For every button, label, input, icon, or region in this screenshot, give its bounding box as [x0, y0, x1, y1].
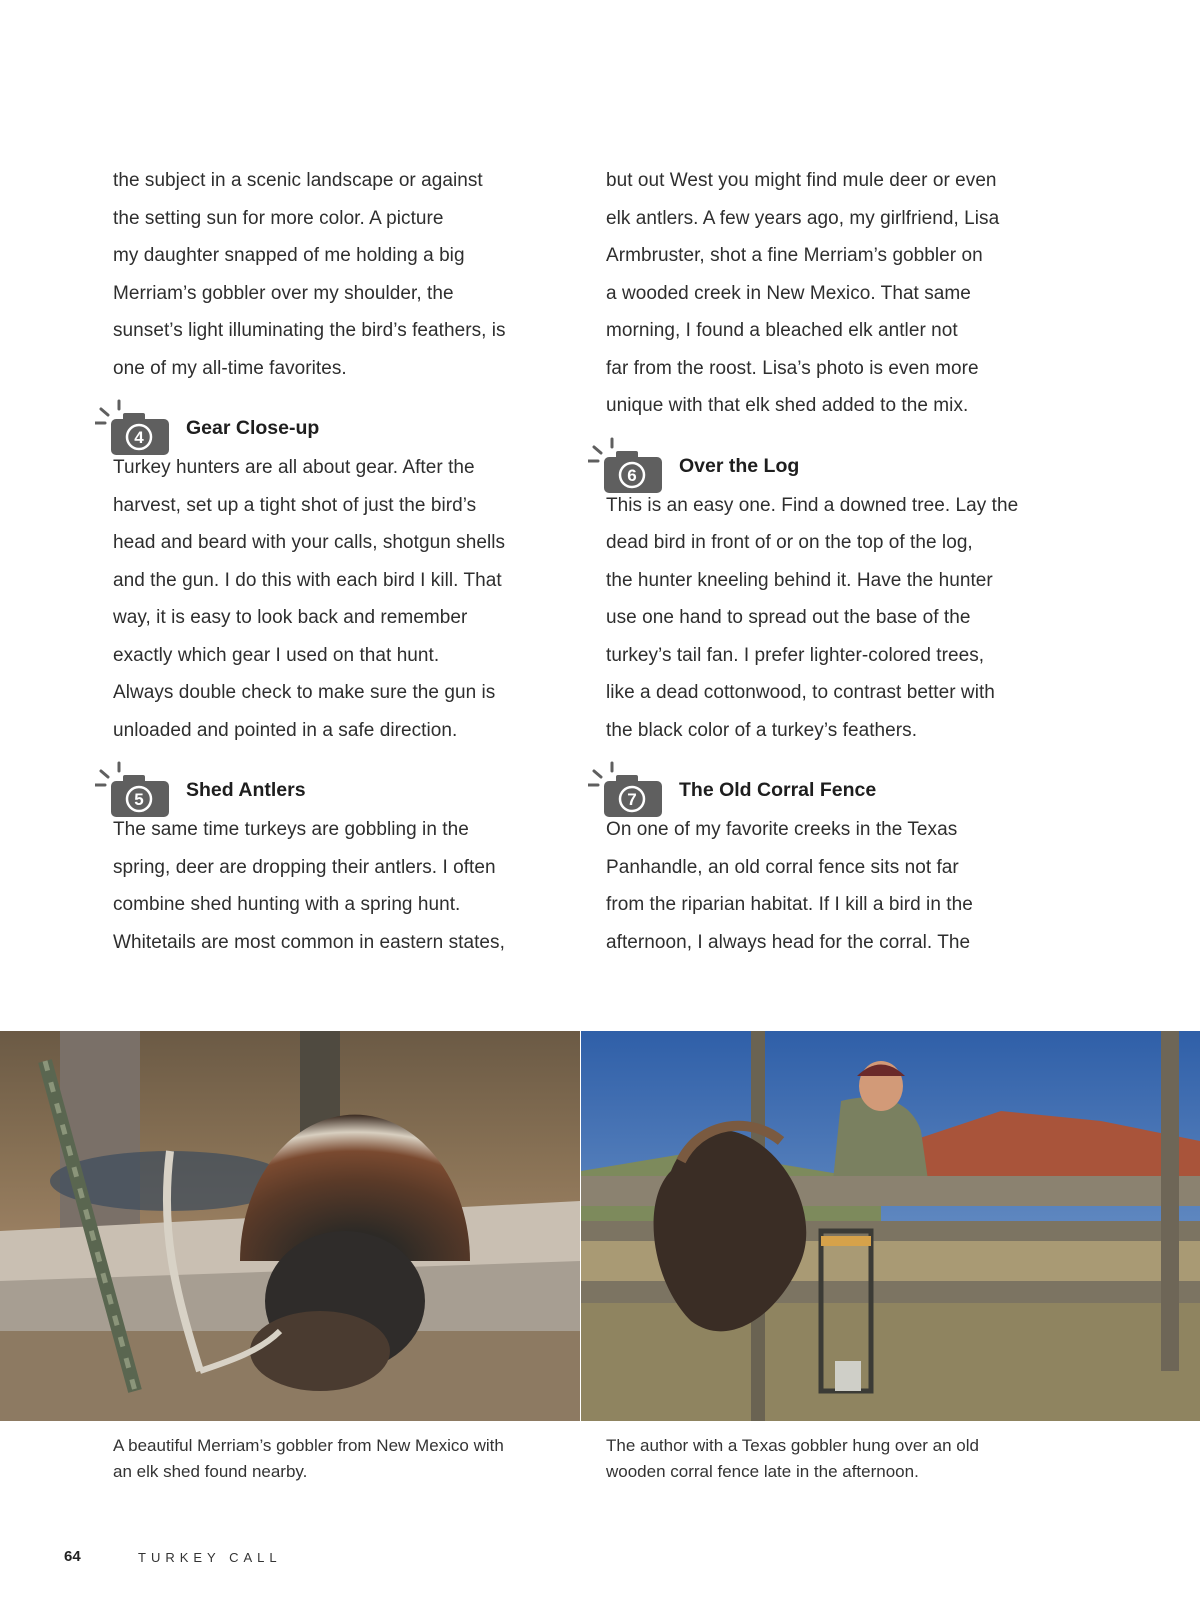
body-line: unloaded and pointed in a safe direction.: [113, 719, 458, 741]
body-line: afternoon, I always head for the corral. The: [606, 931, 971, 953]
right-column: [606, 162, 1056, 961]
body-line: unique with that elk shed added to the mix.: [606, 395, 969, 416]
body-line: Always double check to make sure the gun is: [113, 682, 496, 703]
body-line: This is an easy one. Find a downed tree. Lay the: [606, 494, 1019, 516]
photo-turkey-elk-shed: [0, 1031, 580, 1421]
body-line: way, it is easy to look back and remember: [113, 607, 468, 628]
body-line: use one hand to spread out the base of the: [606, 607, 971, 628]
camera-icon: [95, 761, 175, 817]
body-line: turkey’s tail fan. I prefer lighter-colored trees,: [606, 644, 985, 666]
section-heading-old-corral-fence: [606, 749, 1056, 811]
magazine-name: TURKEY CALL: [138, 1550, 282, 1565]
body-line: head and beard with your calls, shotgun shells: [113, 532, 506, 553]
body-line: a wooded creek in New Mexico. That same: [606, 282, 971, 304]
section-number: 4: [134, 428, 144, 447]
section-title: Over the Log: [679, 454, 800, 477]
section-heading-gear-closeup: [113, 387, 563, 449]
section-heading-over-the-log: [606, 425, 1056, 487]
body-line: the hunter kneeling behind it. Have the hunter: [606, 569, 993, 591]
body-line: elk antlers. A few years ago, my girlfriend, Lisa: [606, 207, 1000, 229]
body-line: Panhandle, an old corral fence sits not far: [606, 856, 959, 878]
body-line: dead bird in front of or on the top of the log,: [606, 532, 973, 553]
camera-icon: [588, 761, 668, 817]
camera-icon: [588, 437, 668, 493]
body-line: harvest, set up a tight shot of just the bird’s: [113, 494, 477, 516]
body-line: Whitetails are most common in eastern states,: [113, 931, 505, 953]
body-line: sunset’s light illuminating the bird’s feathers, is: [113, 320, 506, 341]
photo-caption-left: [113, 1433, 563, 1485]
section-number: 7: [627, 790, 637, 809]
section-number: 6: [627, 465, 637, 485]
photo-caption-right: [606, 1433, 1056, 1485]
section-title: Gear Close-up: [186, 417, 320, 439]
left-column: [113, 162, 563, 961]
body-line: Turkey hunters are all about gear. After the: [113, 457, 475, 478]
section-title: The Old Corral Fence: [679, 779, 877, 801]
camera-icon: [95, 399, 175, 455]
body-line: one of my all-time favorites.: [113, 357, 347, 379]
page-number: 64: [64, 1548, 81, 1565]
body-line: morning, I found a bleached elk antler not: [606, 320, 958, 341]
section-title: Shed Antlers: [186, 779, 306, 801]
body-line: the setting sun for more color. A picture: [113, 207, 444, 229]
body-line: from the riparian habitat. If I kill a bird in the: [606, 894, 973, 915]
body-line: spring, deer are dropping their antlers. I often: [113, 856, 496, 878]
body-line: the subject in a scenic landscape or against: [113, 170, 483, 191]
body-line: The same time turkeys are gobbling in the: [113, 819, 469, 840]
body-line: and the gun. I do this with each bird I kill. That: [113, 569, 502, 591]
body-line: the black color of a turkey’s feathers.: [606, 719, 918, 741]
body-line: On one of my favorite creeks in the Texas: [606, 819, 958, 840]
photo-hunter-corral-fence: [581, 1031, 1200, 1421]
caption-line: wooden corral fence late in the afternoon.: [606, 1462, 919, 1481]
caption-line: an elk shed found nearby.: [113, 1462, 308, 1481]
caption-line: A beautiful Merriam’s gobbler from New Mexico with: [113, 1436, 504, 1455]
body-line: far from the roost. Lisa’s photo is even more: [606, 357, 979, 379]
caption-line: The author with a Texas gobbler hung over an old: [606, 1436, 979, 1455]
section-number: 5: [134, 790, 144, 809]
body-line: Merriam’s gobbler over my shoulder, the: [113, 282, 454, 304]
section-heading-shed-antlers: [113, 749, 563, 811]
body-line: Armbruster, shot a fine Merriam’s gobbler on: [606, 245, 983, 266]
body-line: like a dead cottonwood, to contrast better with: [606, 682, 995, 703]
body-line: combine shed hunting with a spring hunt.: [113, 894, 461, 915]
body-line: but out West you might find mule deer or even: [606, 170, 997, 191]
body-line: my daughter snapped of me holding a big: [113, 245, 465, 266]
body-line: exactly which gear I used on that hunt.: [113, 644, 440, 666]
